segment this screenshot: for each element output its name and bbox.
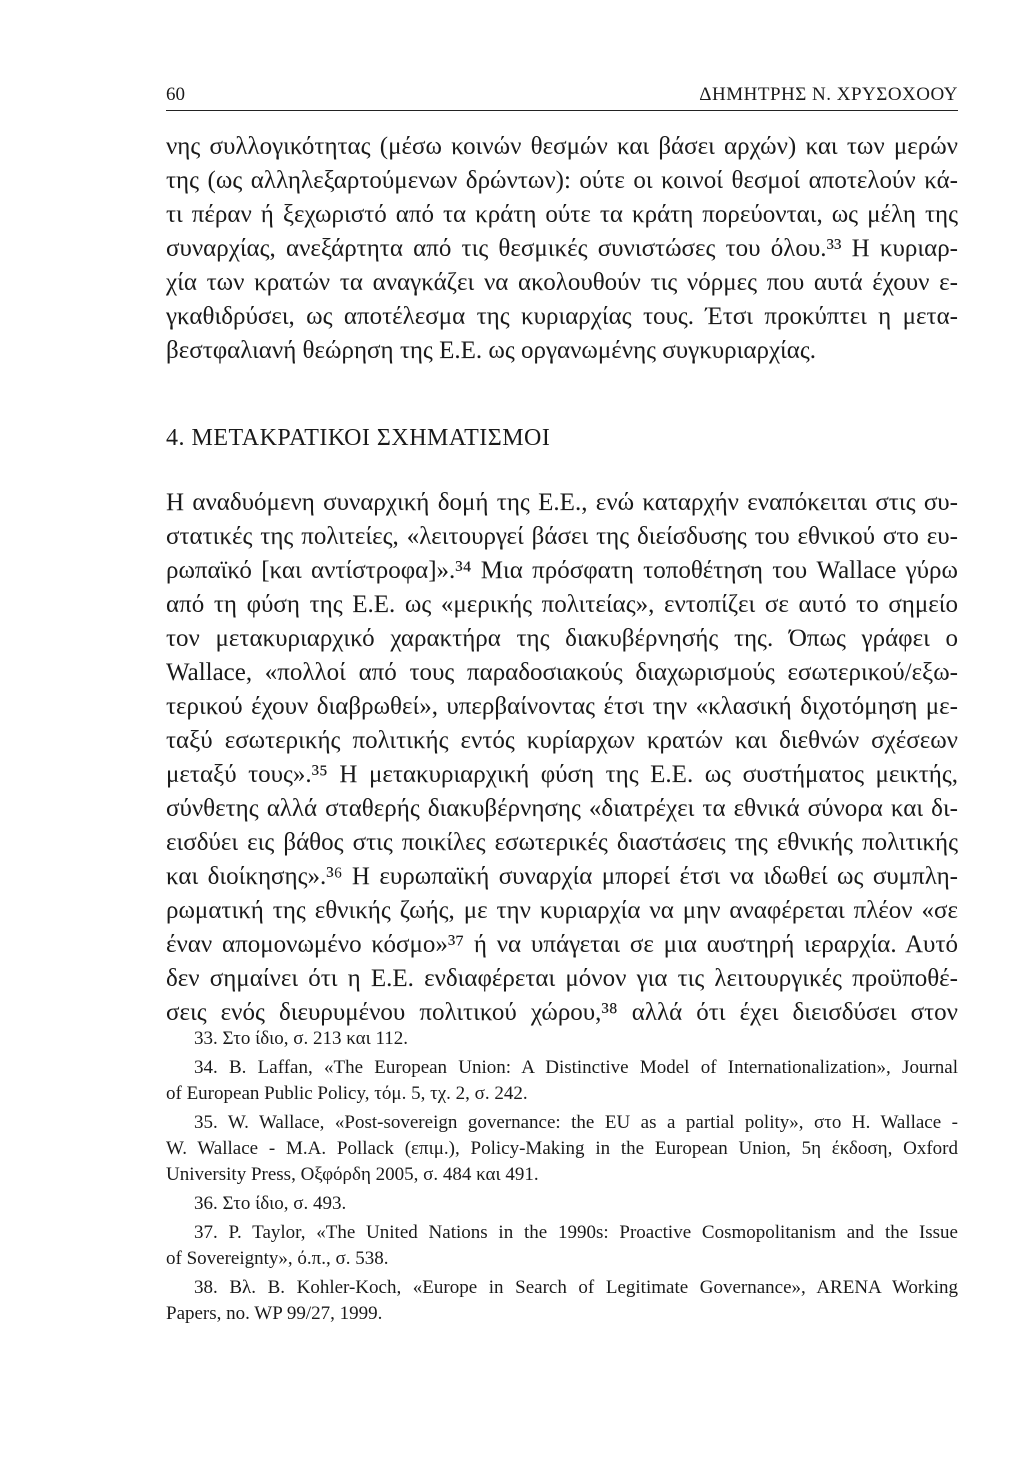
running-head [166,84,958,111]
body-line: ρωπαϊκό [και αντίστροφα]».³⁴ Μια πρόσφατη τοποθέτηση του Wallace γύρω [166,557,958,584]
footnote-35 [166,1110,958,1188]
body-line: από τη φύση της Ε.Ε. ως «μερικής πολιτείας», εντοπίζει σε αυτό το σημείο [166,591,958,618]
body-line: νης συλλογικότητας (μέσω κοινών θεσμών και βάσει αρχών) και των μερών [166,133,958,160]
body-line: έναν απομονωμένο κόσμο»³⁷ ή να υπάγεται σε μια αυστηρή ιεραρχία. Αυτό [166,931,958,958]
footnote-line: University Press, Οξφόρδη 2005, σ. 484 και 491. [166,1164,539,1185]
body-line: της (ως αλληλεξαρτούμενων δρώντων): ούτε οι κοινοί θεσμοί αποτελούν κά- [166,167,958,194]
paragraph-1 [166,130,958,368]
footnote-line: 37. P. Taylor, «The United Nations in the 1990s: Proactive Cosmopolitanism and the Issue [194,1222,958,1243]
body-line: ρωματική της εθνικής ζωής, με την κυριαρχία να μην αναφέρεται πλέον «σε [166,897,958,924]
body-line: ταξύ εσωτερικής πολιτικής εντός κυρίαρχων κρατών και διεθνών σχέσεων [166,727,958,754]
body-line: Wallace, «πολλοί από τους παραδοσιακούς διαχωρισμούς εσωτερικού/εξω- [166,659,958,686]
footnote-line: 36. Στο ίδιο, σ. 493. [194,1193,347,1214]
body-line: στατικές της πολιτείες, «λειτουργεί βάσει της διείσδυσης του εθνικού στο ευ- [166,523,958,550]
body-line: συναρχίας, ανεξάρτητα από τις θεσμικές συνιστώσες του όλου.³³ Η κυριαρ- [166,235,958,262]
footnote-33 [166,1026,958,1052]
page-number: 60 [166,84,185,105]
footnote-line: Papers, no. WP 99/27, 1999. [166,1303,383,1324]
body-line: τερικού έχουν διαβρωθεί», υπερβαίνοντας έτσι την «κλασική διχοτόμηση με- [166,693,958,720]
body-line: σύνθετης αλλά σταθερής διακυβέρνησης «διατρέχει τα εθνικά σύνορα και δι- [166,795,958,822]
body-line: χία των κρατών τα αναγκάζει να ακολουθούν τις νόρμες που αυτά έχουν ε- [166,269,958,296]
body-line: σεις ενός διευρυμένου πολιτικού χώρου,³⁸ αλλά ότι έχει διεισδύσει στον [166,999,958,1026]
footnote-line: W. Wallace - M.A. Pollack (επιμ.), Policy-Making in the European Union, 5η έκδοση, Oxford [166,1138,958,1159]
body-line: εισδύει εις βάθος στις ποικίλες εσωτερικές διαστάσεις της εθνικής πολιτικής [166,829,958,856]
running-title: ΔΗΜΗΤΡΗΣ Ν. ΧΡΥΣΟΧΟΟΥ [699,84,958,105]
footnote-38 [166,1275,958,1327]
footnotes [166,1026,958,1327]
body-line: δεν σημαίνει ότι η Ε.Ε. ενδιαφέρεται μόνον για τις λειτουργικές προϋποθέ- [166,965,958,992]
footnote-34 [166,1055,958,1107]
footnote-line: 34. B. Laffan, «The European Union: A Distinctive Model of Internationalization», Journal [194,1057,958,1078]
footnote-line: of European Public Policy, τόμ. 5, τχ. 2, σ. 242. [166,1083,528,1104]
section-heading: 4. ΜΕΤΑΚΡΑΤΙΚΟΙ ΣΧΗΜΑΤΙΣΜΟΙ [166,425,551,451]
body-line: μεταξύ τους».³⁵ Η μετακυριαρχική φύση της Ε.Ε. ως συστήματος μεικτής, [166,761,958,788]
footnote-line: 35. W. Wallace, «Post-sovereign governance: the EU as a partial polity», στο H. Wallace - [194,1112,958,1133]
body-line: τι πέραν ή ξεχωριστό από τα κράτη ούτε τα κράτη πορεύονται, ως μέλη της [166,201,958,228]
footnote-line: of Sovereignty», ό.π., σ. 538. [166,1248,389,1269]
body-line: γκαθιδρύσει, ως αποτέλεσμα της κυριαρχίας τους. Έτσι προκύπτει η μετα- [166,303,958,330]
footnote-line: 38. Βλ. B. Kohler-Koch, «Europe in Search of Legitimate Governance», ARENA Working [194,1277,958,1298]
body-line: τον μετακυριαρχικό χαρακτήρα της διακυβέρνησής της. Όπως γράφει ο [166,625,958,652]
footnote-37 [166,1220,958,1272]
body-line: Η αναδυόμενη συναρχική δομή της Ε.Ε., ενώ καταρχήν εναπόκειται στις συ- [166,489,958,516]
footnote-line: 33. Στο ίδιο, σ. 213 και 112. [194,1028,409,1049]
body-line: βεστφαλιανή θεώρηση της Ε.Ε. ως οργανωμένης συγκυριαρχίας. [166,337,817,364]
footnote-36 [166,1191,958,1217]
paragraph-2 [166,486,958,1030]
body-line: και διοίκησης».³⁶ Η ευρωπαϊκή συναρχία μπορεί έτσι να ιδωθεί ως συμπλη- [166,863,958,890]
